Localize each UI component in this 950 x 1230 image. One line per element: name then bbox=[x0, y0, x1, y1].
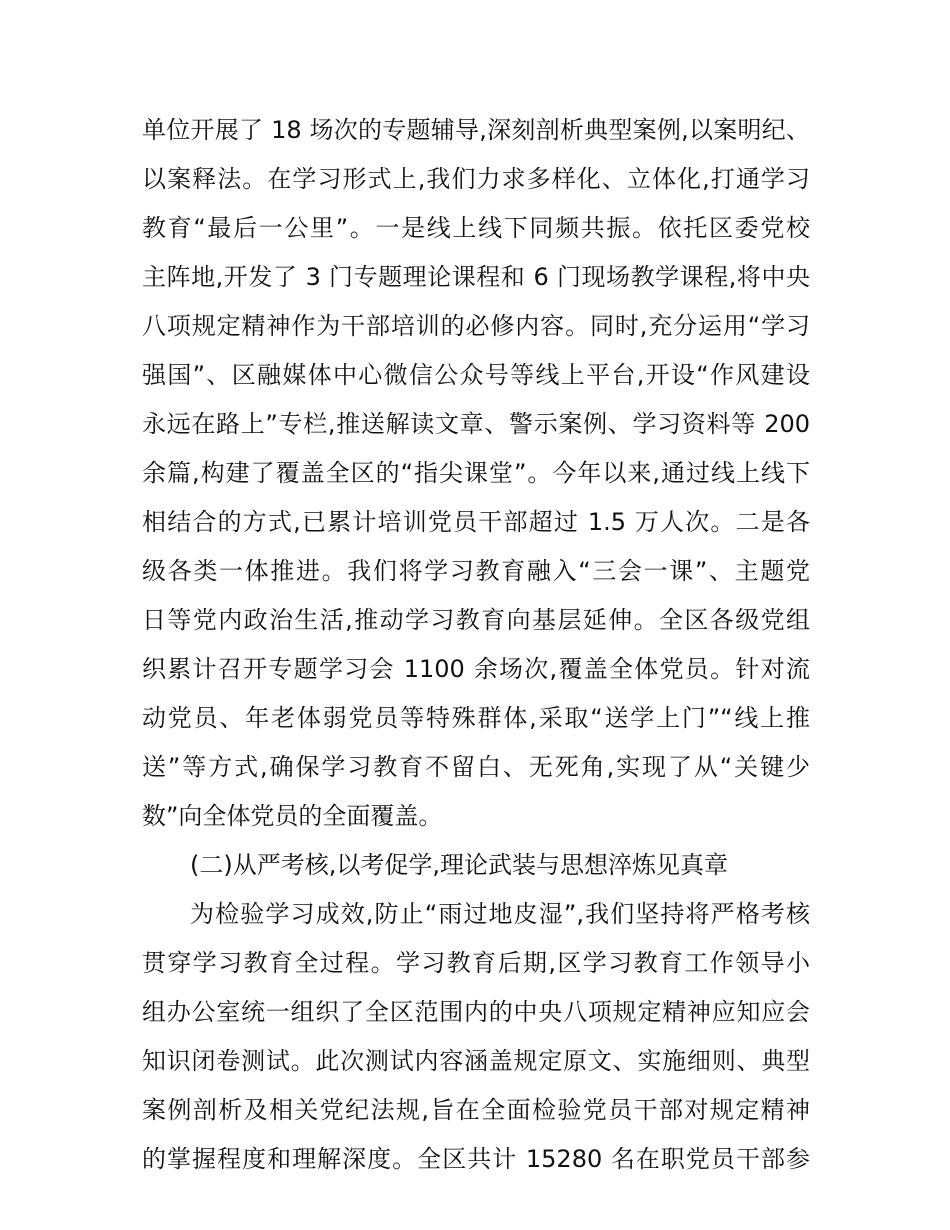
paragraph-1 bbox=[142, 106, 810, 841]
text-line: 贯穿学习教育全过程。学习教育后期,区学习教育工作领导小 bbox=[142, 949, 810, 977]
text-line: 送”等方式,确保学习教育不留白、无死角,实现了从“关键少 bbox=[142, 753, 810, 781]
text-line: 织累计召开专题学习会 1100 余场次,覆盖全体党员。针对流 bbox=[142, 655, 810, 683]
text-line: 以案释法。在学习形式上,我们力求多样化、立体化,打通学习 bbox=[142, 165, 810, 193]
text-line: 的掌握程度和理解深度。全区共计 15280 名在职党员干部参 bbox=[142, 1145, 810, 1173]
text-line: 数”向全体党员的全面覆盖。 bbox=[142, 802, 443, 830]
text-line: 余篇,构建了覆盖全区的“指尖课堂”。今年以来,通过线上线下 bbox=[142, 459, 810, 487]
paragraph-2 bbox=[142, 890, 810, 1184]
text-line: 强国”、区融媒体中心微信公众号等线上平台,开设“作风建设 bbox=[142, 361, 810, 389]
text-line: 八项规定精神作为干部培训的必修内容。同时,充分运用“学习 bbox=[142, 312, 810, 340]
text-line: 日等党内政治生活,推动学习教育向基层延伸。全区各级党组 bbox=[142, 606, 810, 634]
text-line: 相结合的方式,已累计培训党员干部超过 1.5 万人次。二是各 bbox=[142, 508, 810, 536]
document-page bbox=[142, 106, 810, 1184]
text-line: 为检验学习成效,防止“雨过地皮湿”,我们坚持将严格考核 bbox=[190, 900, 810, 928]
text-line: 知识闭卷测试。此次测试内容涵盖规定原文、实施细则、典型 bbox=[142, 1047, 810, 1075]
text-line: 单位开展了 18 场次的专题辅导,深刻剖析典型案例,以案明纪、 bbox=[142, 116, 810, 144]
text-line: 主阵地,开发了 3 门专题理论课程和 6 门现场教学课程,将中央 bbox=[142, 263, 810, 291]
text-line: 永远在路上”专栏,推送解读文章、警示案例、学习资料等 200 bbox=[142, 410, 810, 438]
text-line: 组办公室统一组织了全区范围内的中央八项规定精神应知应会 bbox=[142, 998, 810, 1026]
text-line: 教育“最后一公里”。一是线上线下同频共振。依托区委党校 bbox=[142, 214, 810, 242]
section-heading: (二)从严考核,以考促学,理论武装与思想淬炼见真章 bbox=[190, 851, 728, 879]
text-line: 案例剖析及相关党纪法规,旨在全面检验党员干部对规定精神 bbox=[142, 1096, 810, 1124]
text-line: 级各类一体推进。我们将学习教育融入“三会一课”、主题党 bbox=[142, 557, 810, 585]
text-line: 动党员、年老体弱党员等特殊群体,采取“送学上门”“线上推 bbox=[142, 704, 810, 732]
